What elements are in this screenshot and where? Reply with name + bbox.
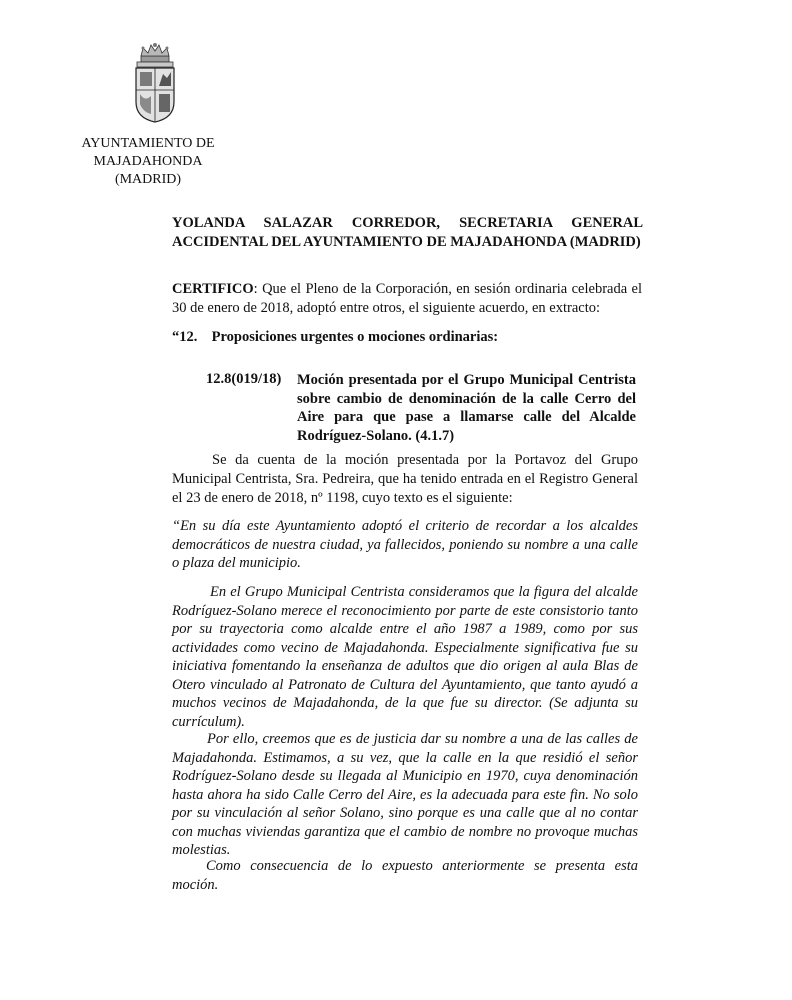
issuer-line-2: MAJADAHONDA	[93, 154, 203, 169]
issuer-line-1: AYUNTAMIENTO DE	[81, 136, 215, 151]
quoted-paragraph-3: Por ello, creemos que es de justicia dar su nombre a una de las calles de Majadahonda. Estimamos, a su vez, que la calle en la que residió el señor Rodríguez-Solano desde su llegada al Municipio en 1970, cuya denominación hasta ahora ha sido Calle Cerro del Aire, es la adecuada para este fin. No solo por su vinculación al señor Solano, sino porque es una calle que al no contar con muchas viviendas garantiza que el cambio de nombre no provoque muchas molestias.	[172, 731, 638, 858]
heading-line-1: YOLANDA SALAZAR CORREDOR, SECRETARIA GENERAL	[172, 215, 643, 231]
motion-code: 12.8(019/18)	[206, 371, 282, 387]
certification-text: : Que el Pleno de la Corporación, en sesión ordinaria celebrada el 30 de enero de 2018, adoptó entre otros, el siguiente acuerdo, en extracto:	[172, 281, 642, 316]
issuer-block	[70, 135, 226, 189]
coat-of-arms-icon	[131, 42, 179, 124]
account-paragraph: Se da cuenta de la moción presentada por la Portavoz del Grupo Municipal Centrista, Sra. Pedreira, que ha tenido entrada en el Registro General el 23 de enero de 2018, nº 1198, cuyo texto es el siguiente:	[172, 452, 638, 506]
section-title: Proposiciones urgentes o mociones ordinarias:	[211, 329, 499, 345]
quoted-paragraph-4: Como consecuencia de lo expuesto anteriormente se presenta esta moción.	[172, 858, 638, 893]
section-number: “12.	[172, 329, 198, 345]
certification-paragraph	[172, 280, 642, 318]
issuer-line-3: (MADRID)	[114, 172, 182, 187]
heading-line-2: ACCIDENTAL DEL AYUNTAMIENTO DE MAJADAHONDA (MADRID)	[172, 234, 641, 250]
document-heading	[172, 214, 643, 252]
section-heading	[172, 329, 498, 346]
quoted-paragraph-1: “En su día este Ayuntamiento adoptó el criterio de recordar a los alcaldes democráticos de nuestra ciudad, ya fallecidos, poniendo su nombre a una calle o plaza del municipio.	[172, 518, 638, 571]
quoted-paragraph-2: En el Grupo Municipal Centrista consideramos que la figura del alcalde Rodríguez-Solano merece el reconocimiento por parte de este consistorio tanto por su trayectoria como alcalde entre el año 1987 a 1989, como por sus actividades como vecino de Majadahonda. Especialmente significativa fue su iniciativa fomentando la enseñanza de adultos que dio origen al aula Blas de Otero vinculado al Patronato de Cultura del Ayuntamiento, que tanto ayudó a muchos vecinos de Majadahonda, de la que fue su director. (Se adjunta su currículum).	[172, 584, 638, 730]
certification-label: CERTIFICO	[172, 281, 254, 297]
motion-title: Moción presentada por el Grupo Municipal Centrista sobre cambio de denominación de la calle Cerro del Aire para que pase a llamarse calle del Alcalde Rodríguez-Solano. (4.1.7)	[297, 372, 636, 444]
